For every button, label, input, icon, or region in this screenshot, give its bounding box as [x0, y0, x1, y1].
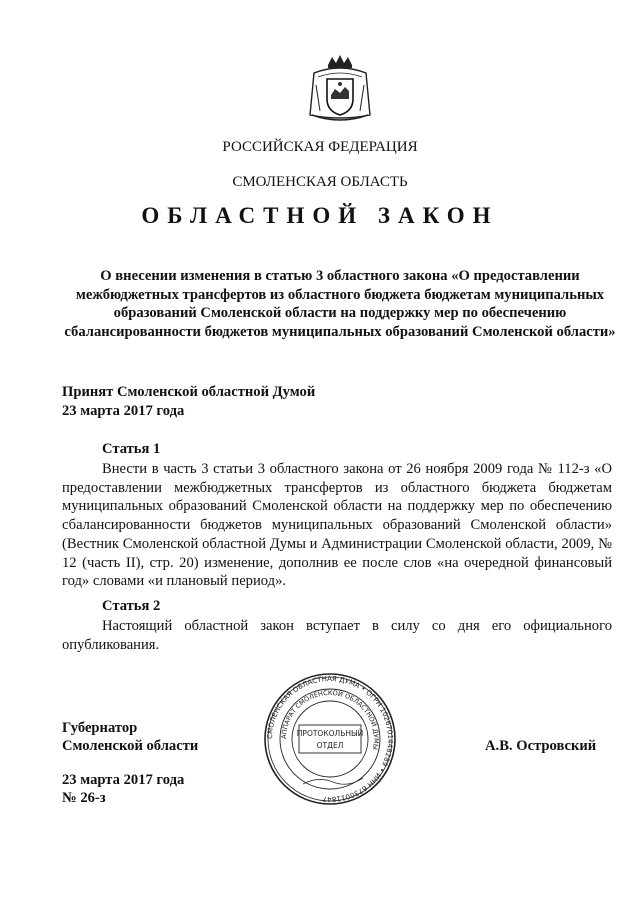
- document-type-heading: ОБЛАСТНОЙ ЗАКОН: [141, 203, 499, 228]
- article-1-text: Внести в часть 3 статьи 3 областного закона от 26 ноября 2009 года № 112-з «О предоставлении межбюджетных трансфертов из областного бюджета бюджетам муниципальных образований Смоленской области на поддержку мер по обеспечению сбалансированности бюджетов муниципальных образований Смоленской области» (Вестник Смоленской областной Думы и Администрации Смоленской области, 2009, № 12 (часть II), стр. 20) изменение, дополнив ее после слов «на очередной финансовый год» словами «и плановый период».: [62, 461, 612, 590]
- coat-of-arms-icon: [300, 55, 380, 125]
- signature-date: 23 марта 2017 года: [62, 772, 185, 788]
- official-stamp: [263, 672, 397, 806]
- federation-heading: РОССИЙСКАЯ ФЕДЕРАЦИЯ: [222, 139, 418, 155]
- region-heading: СМОЛЕНСКАЯ ОБЛАСТЬ: [232, 174, 408, 190]
- adopted-date: 23 марта 2017 года: [62, 403, 185, 419]
- stamp-center-line2: ОТДЕЛ: [316, 741, 344, 750]
- signatory-position-line2: Смоленской области: [62, 738, 199, 754]
- stamp-center-line1: ПРОТОКОЛЬНЫЙ: [296, 729, 364, 738]
- article-2-heading: Статья 2: [102, 598, 161, 614]
- article-1-heading: Статья 1: [102, 441, 161, 457]
- stamp-outer-ring-text: СМОЛЕНСКАЯ ОБЛАСТНАЯ ДУМА • ОГРН 1026701448289 • ИНН 6730011847: [265, 674, 395, 804]
- law-title: О внесении изменения в статью 3 областного закона «О предоставлении межбюджетных трансфертов из областного бюджета бюджетам муниципальных образований Смоленской области на поддержку мер по обеспечению сбалансированности бюджетов муниципальных образований Смоленской области»: [64, 268, 616, 340]
- signatory-name: А.В. Островский: [485, 738, 597, 754]
- signatory-position-line1: Губернатор: [62, 720, 138, 736]
- adopted-by: Принят Смоленской областной Думой: [62, 384, 316, 400]
- law-number: № 26-з: [62, 790, 106, 806]
- stamp-inner-ring-text: АППАРАТ СМОЛЕНСКОЙ ОБЛАСТНОЙ ДУМЫ: [279, 688, 381, 751]
- article-2-text: Настоящий областной закон вступает в силу со дня его официального опубликования.: [62, 618, 612, 653]
